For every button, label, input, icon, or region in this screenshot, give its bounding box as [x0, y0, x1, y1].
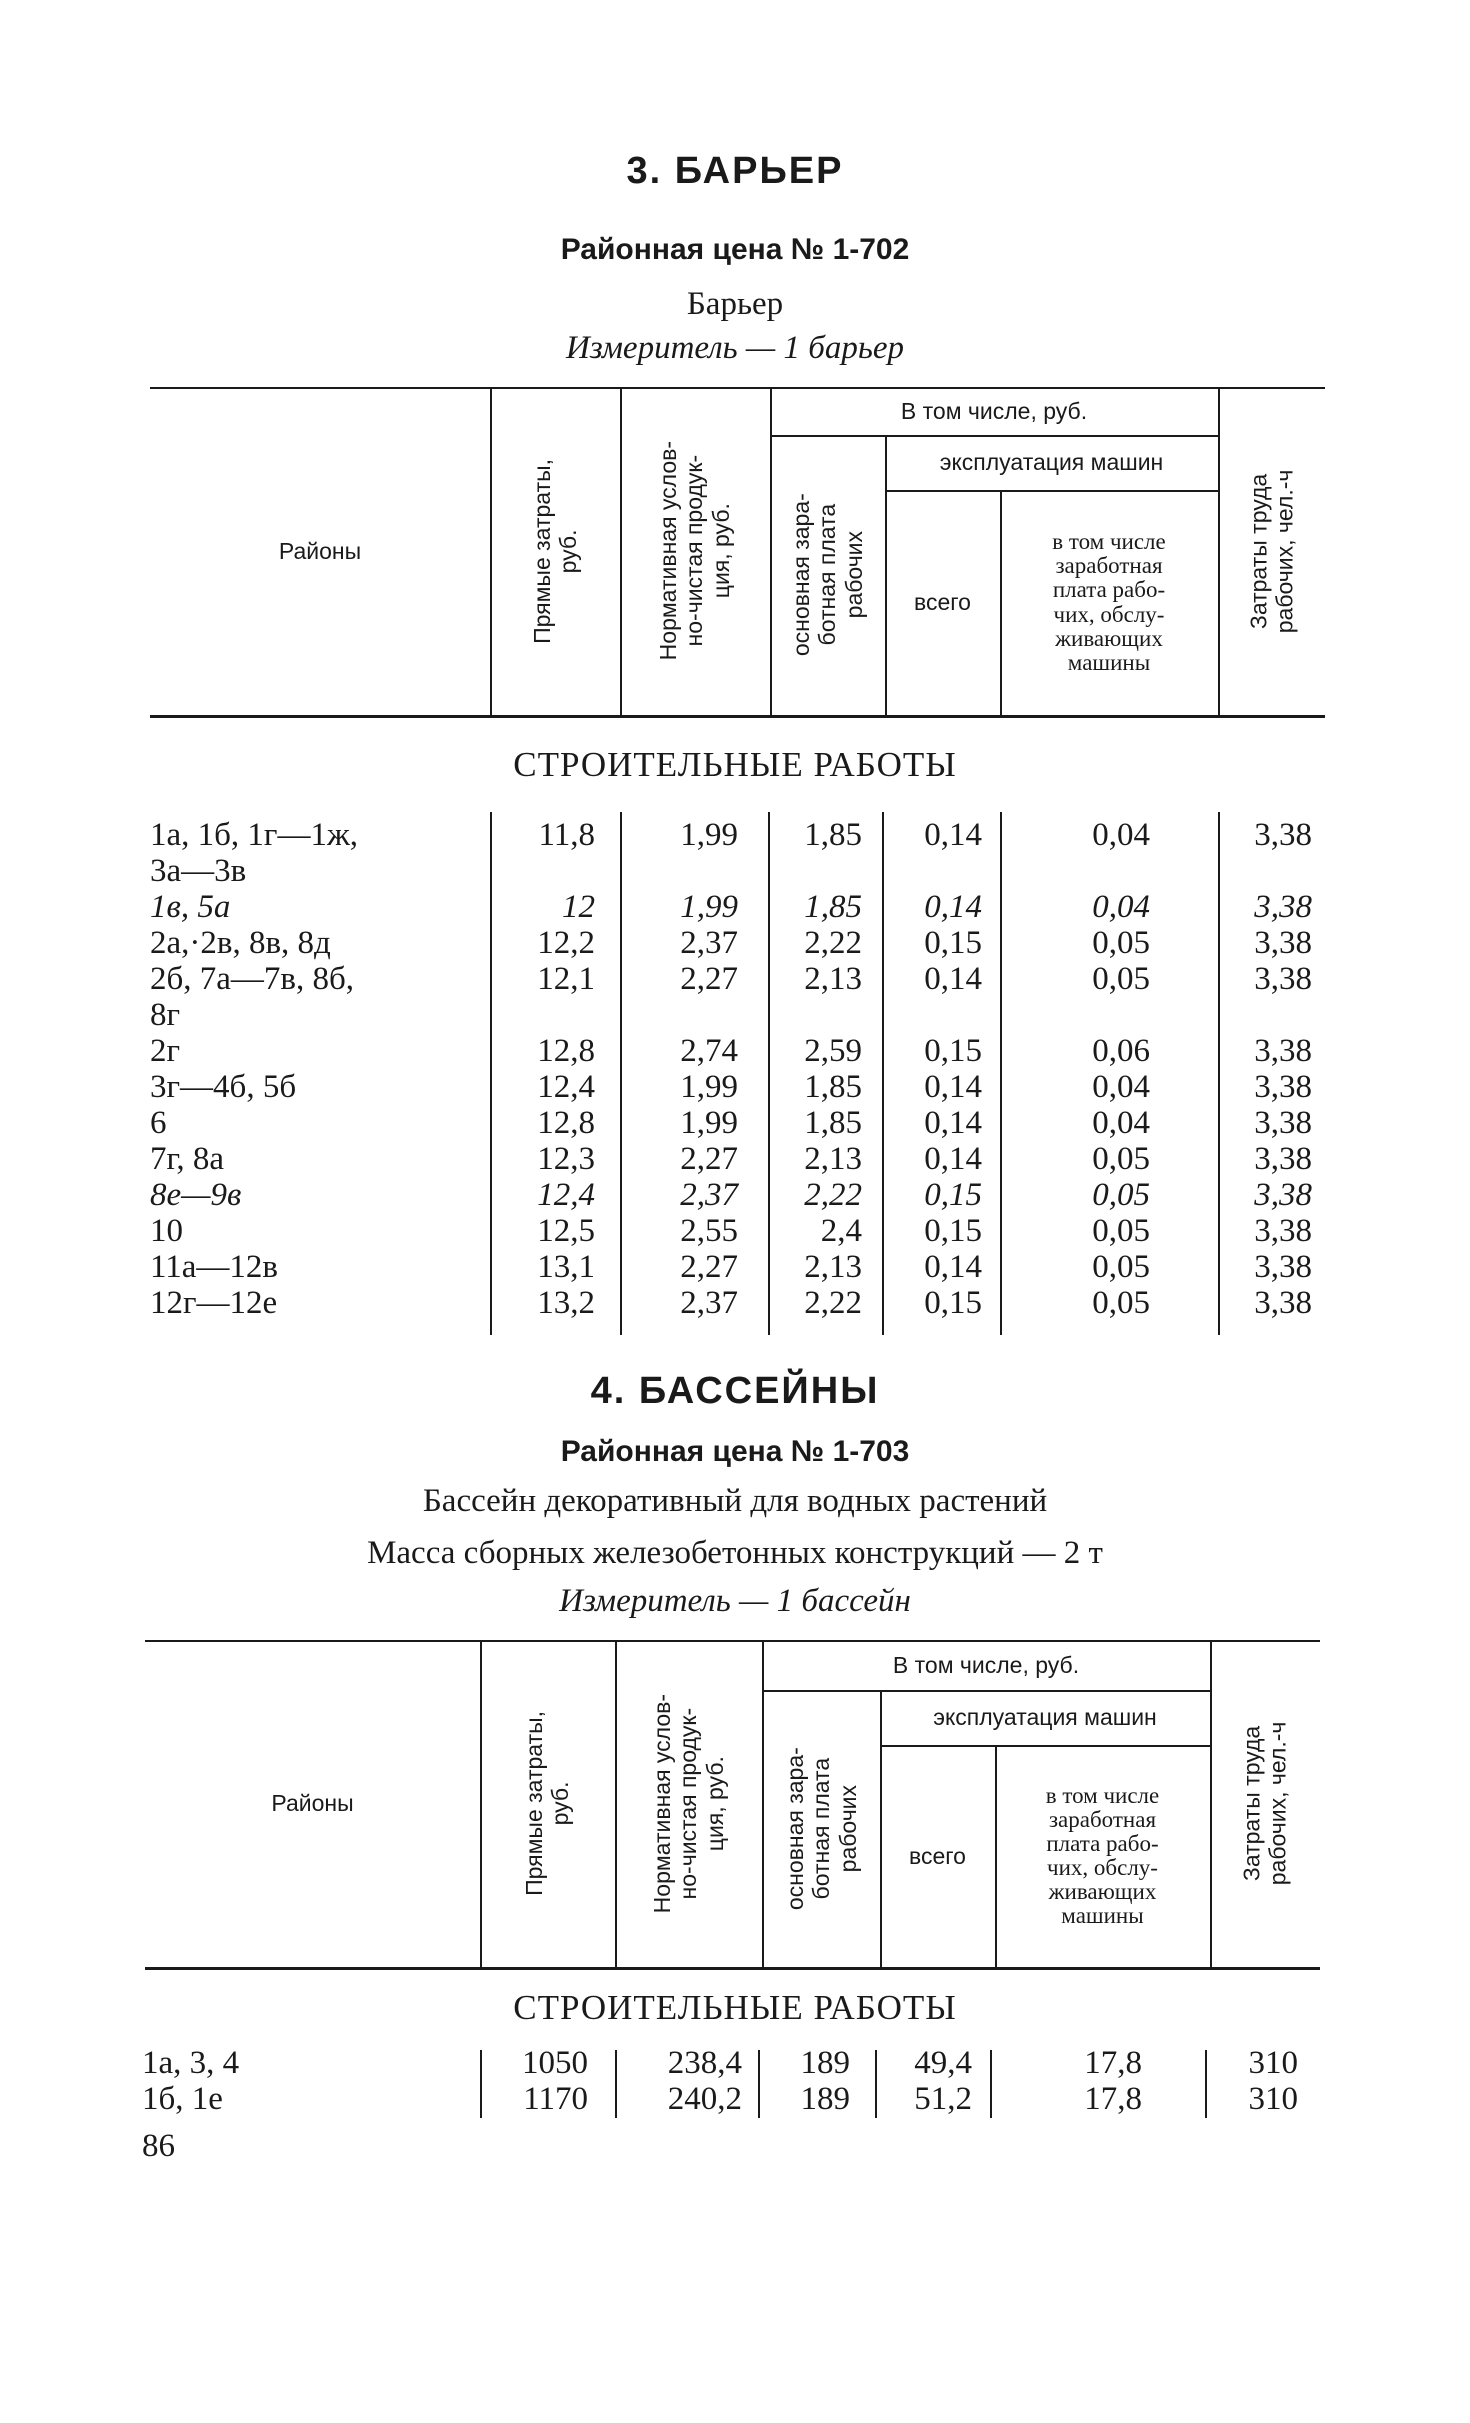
table-1-cell-direct: 12,8: [537, 1033, 595, 1069]
table-1-cell-labor: 3,38: [1254, 1177, 1312, 1213]
table-1-cell-norm: 2,74: [680, 1033, 738, 1069]
table-1-labor-header-text: Затраты труда рабочих, чел.-ч: [1245, 469, 1298, 633]
table-1-cell-norm: 2,27: [680, 961, 738, 997]
table-1-including-header-text: В том числе, руб.: [900, 397, 1088, 424]
table-1-cell-labor: 3,38: [1254, 1105, 1312, 1141]
table-1-cell-labor: 3,38: [1254, 1141, 1312, 1177]
table-1-works-label: СТРОИТЕЛЬНЫЕ РАБОТЫ: [513, 745, 957, 784]
table-1-cell-norm: 1,99: [680, 817, 738, 853]
table-1-cell-mach: 0,15: [924, 1177, 982, 1213]
table-1-cell-labor: 3,38: [1254, 961, 1312, 997]
table-2-including-header-text: В том числе, руб.: [892, 1651, 1080, 1678]
table-1-cell-direct: 12,8: [537, 1105, 595, 1141]
section-4-mass: Масса сборных железобетонных конструкций — 2 т: [367, 1535, 1103, 1571]
table-1-wages-header-text: основная зара- ботная плата рабочих: [787, 493, 867, 657]
table-1-cell-direct: 12,4: [537, 1177, 595, 1213]
table-1-cell-wages: 2,13: [804, 1249, 862, 1285]
table-row: [0, 2081, 1470, 2117]
table-2-cell-mwages: 17,8: [1084, 2081, 1142, 2117]
table-1-cell-region: 12г—12е: [150, 1285, 278, 1321]
table-2-normative-header: [615, 1640, 762, 1967]
table-1-cell-mach: 0,15: [924, 1285, 982, 1321]
table-1-cell-wages: 1,85: [804, 1105, 862, 1141]
section-4-title: 4. БАССЕЙНЫ: [590, 1370, 880, 1412]
table-1-cell-wages: 2,13: [804, 1141, 862, 1177]
table-2-cell-region: 1б, 1е: [142, 2081, 223, 2117]
table-1-cell-mach: 0,14: [924, 1141, 982, 1177]
table-2-regions-header: [145, 1640, 480, 1967]
table-1-cell-wages: 1,85: [804, 817, 862, 853]
table-1-cell-wages: 2,4: [820, 1213, 862, 1249]
table-1-cell-mach: 0,14: [924, 1105, 982, 1141]
table-2-machines-total-header: [880, 1745, 995, 1967]
table-1-cell-mwages: 0,04: [1092, 1069, 1150, 1105]
table-2-works-label: СТРОИТЕЛЬНЫЕ РАБОТЫ: [513, 1988, 957, 2027]
table-2-wages-header: [762, 1690, 880, 1967]
table-1-cell-mwages: 0,04: [1092, 817, 1150, 853]
table-1-cell-region: 3г—4б, 5б: [150, 1069, 297, 1105]
table-2-machines-total-header-text: всего: [909, 1842, 966, 1869]
table-1-cell-norm: 2,37: [680, 1285, 738, 1321]
table-1-machine-wages-header-text: в том числе заработная плата рабо- чих, обслу- живающих машины: [1052, 529, 1166, 675]
table-1-cell-mach: 0,15: [924, 1033, 982, 1069]
table-2-machines-header-text: эксплуатация машин: [933, 1704, 1157, 1730]
table-1-cell-mach: 0,14: [924, 1069, 982, 1105]
table-2-direct-costs-header-text: Прямые затраты, руб.: [521, 1711, 574, 1896]
table-2-cell-mach: 49,4: [914, 2045, 972, 2081]
table-1-cell-mwages: 0,05: [1092, 961, 1150, 997]
table-1-cell-wages: 1,85: [804, 889, 862, 925]
table-1-cell-region: 11а—12в: [150, 1249, 279, 1285]
page-number: 86: [142, 2128, 175, 2164]
table-1-cell-wages: 2,22: [804, 1285, 862, 1321]
table-2-cell-labor: 310: [1248, 2045, 1298, 2081]
table-1-cell-labor: 3,38: [1254, 817, 1312, 853]
table-1-cell-mwages: 0,05: [1092, 925, 1150, 961]
table-2-direct-costs-header: [480, 1640, 615, 1967]
table-1-cell-labor: 3,38: [1254, 1285, 1312, 1321]
table-1-cell-mach: 0,14: [924, 1249, 982, 1285]
section-4-item: Бассейн декоративный для водных растений: [422, 1483, 1048, 1519]
table-1-cell-labor: 3,38: [1254, 1069, 1312, 1105]
table-2-cell-norm: 240,2: [667, 2081, 742, 2117]
table-2-cell-labor: 310: [1248, 2081, 1298, 2117]
table-1-cell-labor: 3,38: [1254, 1213, 1312, 1249]
section-4-measure: Измеритель — 1 бассейн: [559, 1583, 911, 1619]
table-2-cell-region: 1а, 3, 4: [142, 2045, 240, 2081]
section-3-item: Барьер: [686, 286, 784, 322]
table-2-cell-direct: 1050: [522, 2045, 588, 2081]
table-1-cell-labor: 3,38: [1254, 1249, 1312, 1285]
table-1-normative-header-text: Нормативная услов- но-чистая продук- ция, руб.: [655, 441, 735, 661]
table-2-bottom-rule: [145, 1967, 1320, 1970]
table-1-machines-total-header-text: всего: [914, 589, 971, 615]
table-2-machine-wages-header: [995, 1745, 1210, 1967]
table-2-wages-header-text: основная зара- ботная плата рабочих: [781, 1747, 861, 1910]
table-1-cell-mwages: 0,05: [1092, 1285, 1150, 1321]
table-1-cell-region: 10: [150, 1213, 183, 1249]
table-1-cell-mwages: 0,05: [1092, 1141, 1150, 1177]
table-1-cell-norm: 2,37: [680, 1177, 738, 1213]
table-1-cell-direct: 12,5: [537, 1213, 595, 1249]
table-2-cell-direct: 1170: [523, 2081, 588, 2117]
table-1-cell-norm: 1,99: [680, 1105, 738, 1141]
table-2-labor-header-text: Затраты труда рабочих, чел.-ч: [1238, 1721, 1291, 1886]
table-1-cell-direct: 13,1: [537, 1249, 595, 1285]
section-3-title: 3. БАРЬЕР: [626, 150, 844, 192]
table-2-normative-header-text: Нормативная услов- но-чистая продук- ция, руб.: [648, 1693, 728, 1914]
table-1-cell-mach: 0,15: [924, 925, 982, 961]
table-1-machines-header-text: эксплуатация машин: [939, 449, 1164, 475]
table-1-cell-mwages: 0,04: [1092, 889, 1150, 925]
table-1-cell-region: 1а, 1б, 1г—1ж,: [150, 817, 359, 853]
table-1-cell-region: 1в, 5а: [150, 889, 231, 925]
table-2-cell-wages: 189: [800, 2081, 850, 2117]
table-1-cell-wages: 2,13: [804, 961, 862, 997]
table-1-cell-direct: 12,3: [537, 1141, 595, 1177]
table-2-cell-wages: 189: [800, 2045, 850, 2081]
table-1-cell-wages: 2,22: [804, 925, 862, 961]
table-1-cell-direct: 12,1: [537, 961, 595, 997]
table-1-cell-mach: 0,14: [924, 889, 982, 925]
table-1-cell-region: 8е—9в: [150, 1177, 242, 1213]
table-1-cell-mach: 0,14: [924, 817, 982, 853]
table-2-including-header: [762, 1640, 1210, 1690]
table-1-cell-region: 2а,·2в, 8в, 8д: [150, 925, 331, 961]
table-1-cell-mach: 0,14: [924, 961, 982, 997]
table-1-cell-norm: 2,55: [680, 1213, 738, 1249]
table-1-regions-header-text: Районы: [278, 537, 362, 564]
table-1-cell-mwages: 0,05: [1092, 1177, 1150, 1213]
table-1-direct-costs-header-text: Прямые затраты, руб.: [528, 458, 582, 644]
table-1-cell-norm: 2,27: [680, 1249, 738, 1285]
table-1-cell-mach: 0,15: [924, 1213, 982, 1249]
table-2-cell-norm: 238,4: [667, 2045, 742, 2081]
table-1-cell-region-continuation: 8г: [150, 997, 181, 1033]
table-1-cell-labor: 3,38: [1254, 889, 1312, 925]
table-1-cell-region: 2г: [150, 1033, 181, 1069]
table-1-cell-region-continuation: 3а—3в: [150, 853, 247, 889]
table-1-cell-mwages: 0,05: [1092, 1249, 1150, 1285]
table-1-cell-direct: 12: [562, 889, 595, 925]
table-row: [0, 2045, 1470, 2081]
table-1-cell-wages: 1,85: [804, 1069, 862, 1105]
section-3-measure: Измеритель — 1 барьер: [565, 330, 904, 366]
table-2-machines-header: [880, 1690, 1210, 1745]
table-1-cell-direct: 12,2: [537, 925, 595, 961]
table-1-cell-norm: 1,99: [680, 889, 738, 925]
table-1-cell-mwages: 0,05: [1092, 1213, 1150, 1249]
section-4-price-number: Районная цена № 1-703: [560, 1435, 910, 1468]
table-1-cell-direct: 12,4: [537, 1069, 595, 1105]
table-2-regions-header-text: Районы: [271, 1790, 354, 1816]
table-1-cell-mwages: 0,04: [1092, 1105, 1150, 1141]
table-1-cell-direct: 11,8: [538, 817, 595, 853]
table-1-cell-labor: 3,38: [1254, 925, 1312, 961]
table-1-cell-norm: 1,99: [680, 1069, 738, 1105]
table-1-cell-mwages: 0,06: [1092, 1033, 1150, 1069]
table-2-cell-mwages: 17,8: [1084, 2045, 1142, 2081]
table-2-cell-mach: 51,2: [914, 2081, 972, 2117]
table-1-cell-direct: 13,2: [537, 1285, 595, 1321]
table-1-cell-labor: 3,38: [1254, 1033, 1312, 1069]
table-2-machine-wages-header-text: в том числе заработная плата рабо- чих, обслу- живающих машины: [1045, 1782, 1160, 1929]
table-2-labor-header: [1210, 1640, 1320, 1967]
table-1-cell-norm: 2,27: [680, 1141, 738, 1177]
section-3-price-number: Районная цена № 1-702: [560, 233, 910, 266]
table-1-cell-wages: 2,59: [804, 1033, 862, 1069]
table-1-cell-region: 6: [150, 1105, 167, 1141]
table-1-cell-wages: 2,22: [804, 1177, 862, 1213]
table-1-cell-norm: 2,37: [680, 925, 738, 961]
table-1-cell-region: 7г, 8а: [150, 1141, 224, 1177]
table-1-cell-region: 2б, 7а—7в, 8б,: [150, 961, 355, 997]
